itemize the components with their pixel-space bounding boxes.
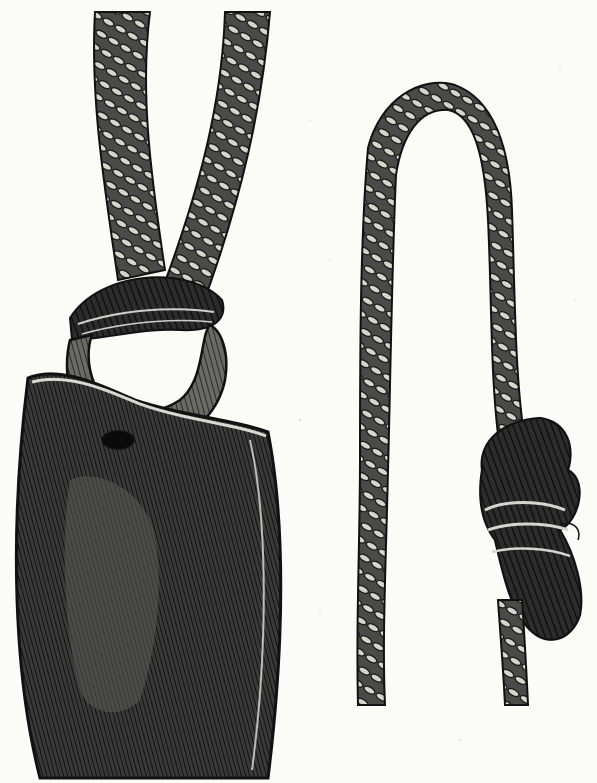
paper-texture (299, 69, 576, 741)
bell-rope (70, 12, 270, 340)
cow-bell (16, 374, 280, 778)
knotted-rope-loop (357, 83, 581, 705)
